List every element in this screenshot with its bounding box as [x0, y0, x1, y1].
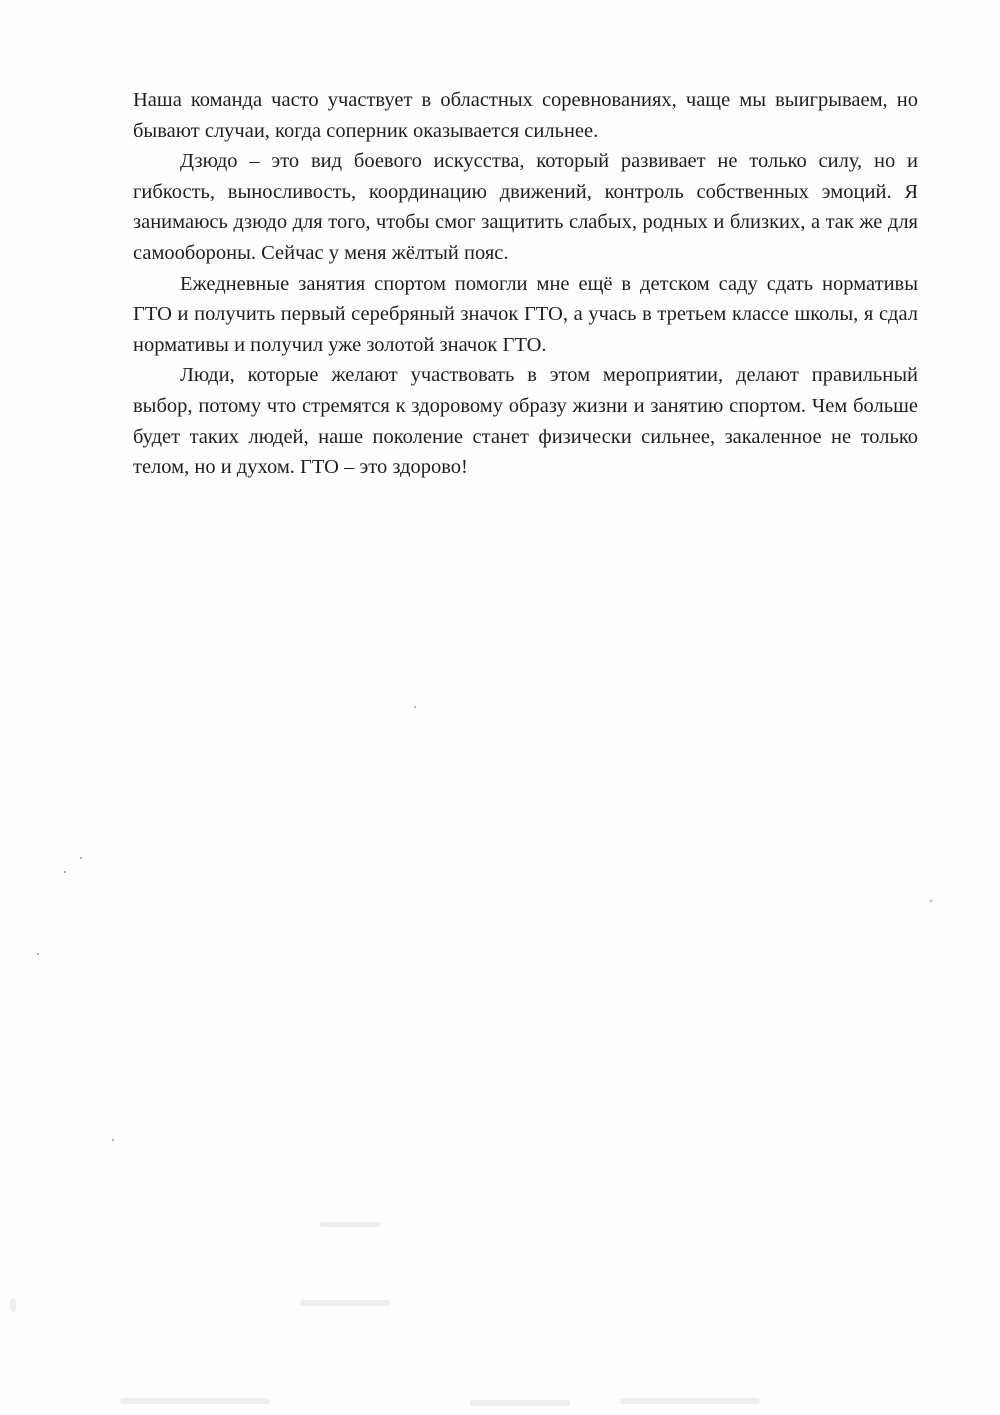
paragraph-judo: Дзюдо – это вид боевого искусства, который развивает не только силу, но и гибкость, выносливость, координацию движений, контроль собственных эмоций. Я занимаюсь дзюдо для того, чтобы смог защитить слабых, родных и близких, а так же для самообороны. Сейчас у меня жёлтый пояс. — [133, 150, 918, 264]
scan-bleed-mark — [320, 1222, 380, 1227]
scan-speck — [112, 1139, 114, 1141]
scan-bleed-mark — [300, 1300, 390, 1306]
scan-speck — [80, 857, 82, 859]
scan-bleed-mark — [470, 1400, 570, 1406]
paragraph-gto-badges: Ежедневные занятия спортом помогли мне ещё в детском саду сдать нормативы ГТО и получить первый серебряный значок ГТО, а учась в третьем классе школы, я сдал нормативы и получил уже золотой значок ГТО. — [133, 272, 918, 356]
scan-bleed-mark — [120, 1398, 270, 1404]
scan-bleed-mark — [620, 1398, 760, 1404]
scan-speck — [930, 900, 932, 902]
essay-text — [133, 85, 918, 483]
scan-bleed-mark — [10, 1298, 16, 1312]
scan-speck — [414, 706, 416, 708]
paragraph-conclusion: Люди, которые желают участвовать в этом мероприятии, делают правильный выбор, потому что стремятся к здоровому образу жизни и занятию спортом. Чем больше будет таких людей, наше поколение станет физически сильнее, закаленное не только телом, но и духом. ГТО – это здорово! — [133, 364, 918, 479]
scan-speck — [64, 871, 66, 873]
paragraph-team-competitions: Наша команда часто участвует в областных соревнованиях, чаще мы выигрываем, но бывают случаи, когда соперник оказывается сильнее. — [133, 89, 918, 142]
scan-speck — [37, 953, 39, 955]
